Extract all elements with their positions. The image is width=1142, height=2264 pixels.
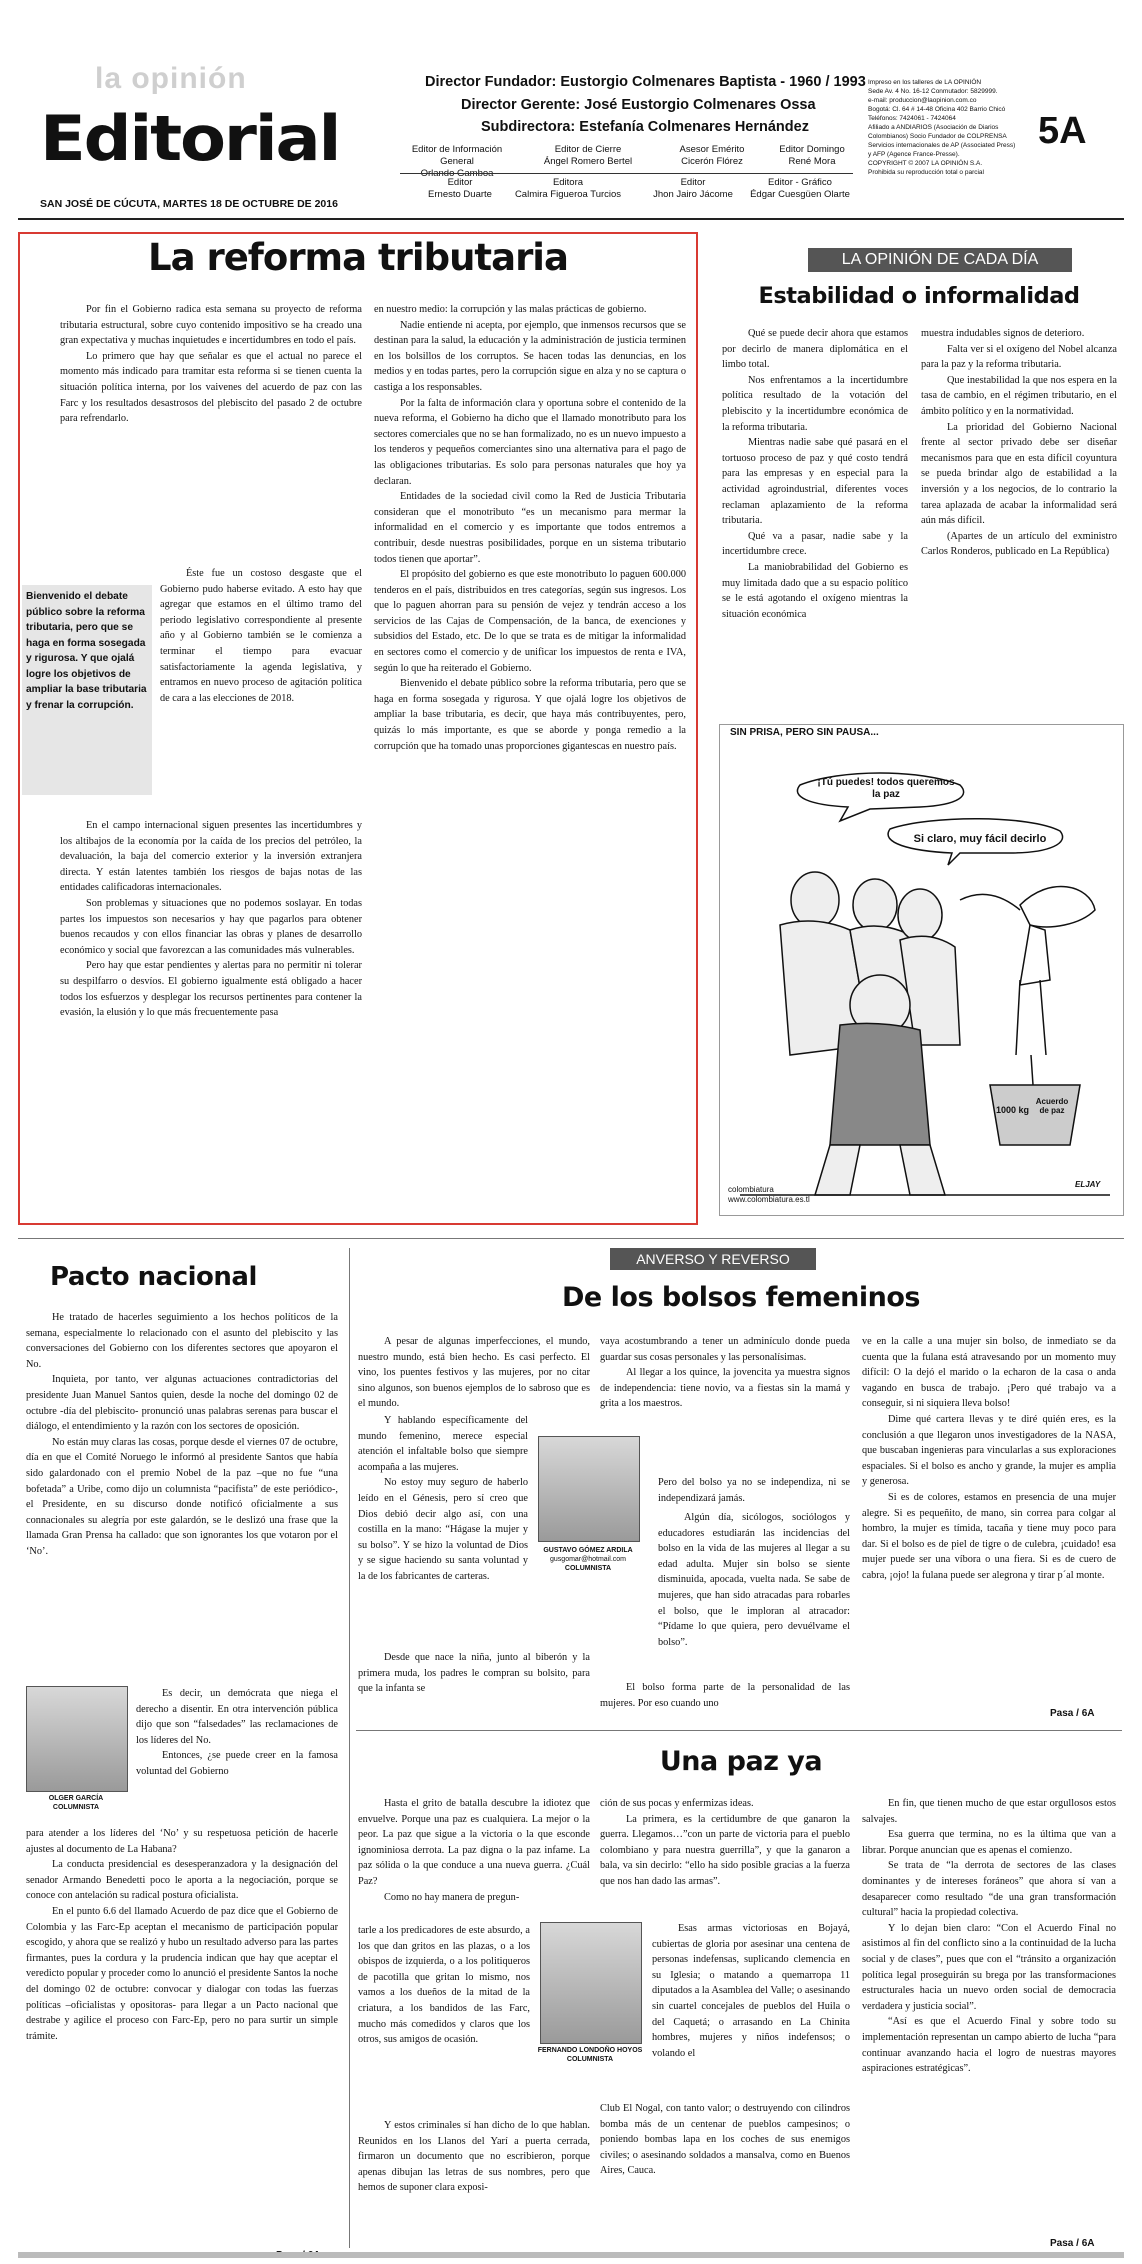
paz-col1-bottom — [358, 2118, 590, 2196]
staff-name: Cicerón Flórez — [681, 156, 743, 167]
cartoon-credit — [728, 1185, 810, 1205]
paragraph: Al llegar a los quince, la jovencita ya muestra signos de independencia: tiene novio, va a fiestas sin la mamá y grita a los maestros. — [600, 1367, 850, 1410]
paragraph: Esas armas victoriosas en Bojayá, cubiertas de gloria por asesinar una centena de personas indefensas, suplicando clemencia en su Iglesia; o matando a quemarropa 11 diputados a la Asamblea del Valle; o asesinando sin cuartel concejales de pueblos del Huila o del Caquetá; o arrasando en La Chinita hombres, mujeres y niños indefensos; o volando el — [652, 1923, 850, 2059]
paragraph: En el punto 6.6 del llamado Acuerdo de paz dice que el Gobierno de Colombia y las Farc-Ep aceptan el mecanismo de participación popular escogido, y ahora que se realizó y hubo un resultado adverso para las partes firmantes, pues la cordura y la prudencia indican que hay que aceptar el veredicto popular y proceder como lo anunció el presidente Santos la noche del domingo 02 de octubre: convocar y dialogar con todas las fuerzas políticas –oficialistas y opositoras- para llegar a un Pacto nacional que destrabe y agilice el proceso con Farc-Ep, pero no para surtir un simple trámite. — [26, 1905, 338, 2042]
staff-credit — [770, 144, 854, 168]
paragraph: La conducta presidencial es desesperanzadora y la designación del senador Armando Benedetti poco le aporta a la negociación, porque se conoce con antelación su radical postura oficialista. — [26, 1859, 338, 1902]
staff-name: Calmira Figueroa Turcios — [514, 189, 622, 200]
paz-col2-side — [652, 1921, 850, 2061]
imprint-line: y AFP (Agence France-Presse). — [868, 151, 960, 158]
staff-divider — [400, 173, 853, 174]
columnist-role: COLUMNISTA — [52, 1804, 100, 1811]
paragraph: Entonces, ¿se puede creer en la famosa voluntad del Gobierno — [136, 1750, 338, 1777]
cartoon-bubble-2: Si claro, muy fácil decirlo — [913, 833, 1047, 845]
section-rule — [18, 1238, 1124, 1239]
staff-credit — [503, 177, 633, 201]
cartoon-weight-label-2: Acuerdo de paz — [1035, 1097, 1069, 1115]
imprint-line: Servicios internacionales de AP (Associated Press) — [868, 142, 1016, 149]
paragraph: Qué va a pasar, nadie sabe y la incertidumbre crece. — [722, 530, 908, 558]
paragraph: “Así es que el Acuerdo Final y sobre todo su implementación representan un campo abierto de lucha “para continuar avanzando hacia el logro de nuestras mayores aspiraciones estratégicas”. — [862, 2016, 1116, 2075]
staff-role: Editor — [680, 177, 706, 188]
staff-role: Editor de Cierre — [554, 144, 622, 155]
imprint-line: Teléfonos: 7424061 - 7424064 — [868, 115, 956, 122]
cartoon-credit-url: www.colombiatura.es.tl — [728, 1195, 810, 1204]
paragraph: Falta ver si el oxígeno del Nobel alcanza para la paz y la reforma tributaria. — [921, 343, 1117, 371]
paragraph: Y lo dejan bien claro: “Con el Acuerdo Final no asistimos al fin del conflicto sino a la continuidad de la lucha social y de clases”, pues que con el “tránsito a organización política legal proseguirán su brega por las transformaciones estructurales hacia un nuevo orden social de democracia verdadera y justicia social”. — [862, 1922, 1116, 2012]
staff-role: Asesor Emérito — [679, 144, 745, 155]
staff-name: Ángel Romero Bertel — [543, 156, 633, 167]
page-number: 5A — [1038, 110, 1087, 152]
imprint-line: Bogotá: Cl. 64 # 14-48 Oficina 402 Barrio Chicó — [868, 106, 1006, 113]
paragraph: Es decir, un demócrata que niega el derecho a disentir. En otra intervención pública dijo que son “falsedades” las reclamaciones de los líderes del No. — [136, 1688, 338, 1746]
columnist-name: FERNANDO LONDOÑO HOYOS — [537, 2047, 643, 2054]
bolsos-continued-link[interactable]: Pasa / 6A — [1050, 1708, 1095, 1719]
paragraph: Pero del bolso ya no se independiza, ni se independizará jamás. — [658, 1477, 850, 1504]
paz-title: Una paz ya — [659, 1746, 823, 1777]
paragraph: Inquieta, por tanto, ver algunas actuaciones contradictorias del presidente Juan Manuel Santos quien, desde la noche del domingo 02 de octubre -día del plebiscito- pronunció unas palabras serenas para buscar el diálogo, el entendimiento y la razón con los sectores de oposición. — [26, 1374, 338, 1433]
cartoon-caption: SIN PRISA, PERO SIN PAUSA... — [730, 727, 879, 738]
columnist-caption-gustavo — [530, 1546, 646, 1573]
staff-credit — [643, 177, 743, 201]
paragraph: En fin, que tienen mucho de que estar orgullosos estos salvajes. — [862, 1798, 1116, 1825]
cada-dia-kicker: LA OPINIÓN DE CADA DÍA — [808, 248, 1072, 272]
paragraph: No estoy muy seguro de haberlo leído en el Génesis, pero sí creo que Dios debió decir algo así, con una costilla en la mano: “Hágase la mujer y su bolso”. Y se hizo la voluntad de Dios y se sigue haciendo su santa voluntad y la de los fabricantes de carteras. — [358, 1477, 528, 1582]
columnist-role: COLUMNISTA — [566, 2056, 614, 2063]
cartoon-weight-label-1: 1000 kg — [996, 1105, 1030, 1115]
paragraph: (Apartes de un artículo del exministro Carlos Ronderos, publicado en La República) — [921, 530, 1117, 558]
paragraph: Éste fue un costoso desgaste que el Gobierno pudo haberse evitado. A esto hay que agregar que estamos en el último tramo del periodo legislativo correspondiente al presente año y al Gobierno también se le comienza a terminar el tiempo para evacuar satisfactoriamente la agenda legislativa, y entramos en nuevo proceso de agitación política de cara a las elecciones de 2018. — [160, 568, 362, 704]
pacto-col-side — [136, 1686, 338, 1780]
staff-credit — [402, 144, 512, 180]
column-divider — [349, 1248, 350, 2248]
paragraph: en nuestro medio: la corrupción y las malas prácticas de gobierno. — [374, 304, 647, 315]
bolsos-col2-bottom — [600, 1680, 850, 1711]
paragraph: A pesar de algunas imperfecciones, el mundo, nuestro mundo, está bien hecho. Es casi perfecto. El vino, los puentes festivos y las mujeres, por no citar sino algunos, son buenos ejemplos de lo sabroso que es el mundo. — [358, 1336, 590, 1410]
paragraph: El propósito del gobierno es que este monotributo lo paguen 600.000 tenderos en el país, distribuidos en tres categorías, según sus ingresos. Los que lo paguen ahorran para su pensión de vejez y tendrán acceso a los servicios de las Cajas de Compensación, de la banca, de exenciones y subsidios del Estado, etc. De lo que se trata es de mitigar la informalidad en sectores como el comercio y de unificar los impuestos de renta e IVA, según lo que ha reiterado el Gobierno. — [374, 569, 686, 674]
paz-col3 — [862, 1796, 1116, 2077]
paragraph: Algún día, sicólogos, sociólogos y educadores estudiarán las incidencias del bolso en la vida de las mujeres al llegar a su edad adulta. Mujer sin bolso se siente disminuida, apocada, vuelta nada. Se sabe de mujeres, que han sido atracadas para robarles el bolso, que le imploran al atracador: “Pídame lo que quiera, pero devuélvame el bolso”. — [658, 1512, 850, 1648]
pacto-col-bottom — [26, 1826, 338, 2044]
masthead-manager: Director Gerente: José Eustorgio Colmenares Ossa — [461, 97, 816, 113]
masthead-subdirector: Subdirectora: Estefanía Colmenares Hernández — [481, 119, 809, 135]
cada-dia-col2 — [921, 326, 1117, 560]
columnist-caption-fernando — [532, 2046, 648, 2064]
bolsos-title: De los bolsos femeninos — [562, 1282, 920, 1313]
paragraph: Que inestabilidad la que nos espera en la tasa de cambio, en el régimen tributario, en el ámbito político y en la normatividad. — [921, 374, 1117, 417]
paragraph: vaya acostumbrando a tener un adminículo donde pueda guardar sus cosas personales y las personalísimas. — [600, 1336, 850, 1363]
paragraph: muestra indudables signos de deterioro. — [921, 328, 1085, 339]
paz-continued-link[interactable]: Pasa / 6A — [1050, 2238, 1095, 2249]
paragraph: El bolso forma parte de la personalidad de las mujeres. Por eso cuando uno — [600, 1682, 850, 1709]
paragraph: ción de sus pocas y enfermizas ideas. — [600, 1798, 754, 1809]
paragraph: Club El Nogal, con tanto valor; o destruyendo con cilindros bomba más de un centenar de pueblos campesinos; o poniendo bombas lapa en los coches de sus enemigos civiles; o asesinando soldados a mansalva, como en Buenos Aires, Cauca. — [600, 2103, 850, 2177]
staff-credit — [662, 144, 762, 168]
bolsos-col2-side — [658, 1475, 850, 1506]
pullquote — [22, 585, 152, 795]
staff-credit — [528, 144, 648, 168]
paragraph: Desde que nace la niña, junto al biberón y la primera muda, los padres le compran su bolsito, para que la infanta se — [358, 1652, 590, 1695]
imprint-line: Afiliado a ANDIARIOS (Asociación de Diarios — [868, 124, 999, 131]
paragraph: tarle a los predicadores de este absurdo, a los que dan gritos en las plazas, o a los obispos de izquierda, o a los politiqueros de pacotilla que gritan lo mismo, nos vamos a los dueños de la mitad de la criatura, a los bandidos de las Farc, mucho más comedidos y claros que los otros, sus amigos de ocasión. — [358, 1925, 530, 2046]
paragraph: Por la falta de información clara y oportuna sobre el contenido de la nueva reforma, el Gobierno ha dicho que el llamado monotributo para los sectores comerciales que no se han formalizado, no es un nuevo impuesto a los tenderos y pequeños comerciantes sino una alternativa para el pago de las obligaciones tributarias. Es solo para personas naturales que hoy ya declaran. — [374, 397, 686, 487]
paragraph: Por fin el Gobierno radica esta semana su proyecto de reforma tributaria estructural, sobre cuyo contenido impositivo se ha creado una gran expectativa y muchas inquietudes e incertidumbres en todo el país. — [60, 304, 362, 347]
staff-name: Ernesto Duarte — [428, 189, 492, 200]
pacto-col-top — [26, 1310, 338, 1560]
paz-col1-side — [358, 1923, 530, 2048]
staff-role: Editor — [447, 177, 473, 188]
paragraph: No están muy claras las cosas, porque desde el viernes 07 de octubre, día en que el Comité Noruego le informó al presidente Santos que había sido galardonado con el premio Nobel de la paz –que no fue “una bofetada” a Uribe, como dijo un columnista “pacifista” de este periódico-, el Presidente, en su discurso donde notificó oficialmente a sus connacionales su alegría por este galardón, se le deslizó una frase que la llamada Gran Prensa ha callado: que son ignorantes los que votaron por el ‘No’. — [26, 1436, 338, 1557]
bolsos-col2-side2 — [658, 1510, 850, 1650]
staff-name: Orlando Gamboa — [420, 168, 494, 179]
bottom-rule — [18, 2252, 1124, 2258]
paragraph: Esa guerra que termina, no es la última que van a librar. Porque anuncian que es apenas el comienzo. — [862, 1829, 1116, 1856]
paragraph: Y hablando específicamente del mundo femenino, merece especial atención el infaltable bolso que siempre acompaña a las mujeres. — [358, 1415, 528, 1473]
bolsos-col3 — [862, 1334, 1116, 1584]
paragraph: Dime qué cartera llevas y te diré quién eres, es la conclusión a que llegaron unos investigadores de la NASA, que buscaban ingenieras para vincularlas a sus exploraciones espaciales. Si el bolso es ancho y grande, la mujer es amplia y generosa. — [862, 1413, 1116, 1488]
masthead-dateline: SAN JOSÉ DE CÚCUTA, MARTES 18 DE OCTUBRE DE 2016 — [40, 198, 338, 210]
bolsos-col1-side — [358, 1413, 528, 1585]
pullquote-text: Bienvenido el debate público sobre la reforma tributaria, pero que se haga en forma sosegada y rigurosa. Y que ojalá logre los objetivos de ampliar la base tributaria y frenar la corrupción. — [26, 591, 147, 711]
masthead-brand: la opinión — [95, 62, 247, 95]
imprint-line: Impreso en los talleres de LA OPINIÓN — [868, 79, 982, 86]
paragraph: para atender a los líderes del ‘No’ y su respetuosa petición de hacerle ajustes al documento de La Habana? — [26, 1828, 338, 1855]
columnist-photo-gustavo — [538, 1436, 640, 1542]
main-editorial-col2 — [374, 302, 686, 754]
masthead-staff-grid — [400, 142, 853, 212]
pacto-title: Pacto nacional — [50, 1262, 257, 1292]
cartoon-signature: ELJAY — [1075, 1180, 1101, 1189]
imprint-line: Colombianos) Socio Fundador de COLPRENSA — [868, 133, 1007, 140]
imprint-line: Prohibida su reproducción total o parcial — [868, 169, 984, 176]
imprint-line: e-mail: produccion@laopinion.com.co — [868, 97, 977, 104]
staff-role: Editor de Información General — [411, 144, 503, 167]
paragraph: Y estos criminales sí han dicho de lo que hablan. Reunidos en los Llanos del Yarí a puerta cerrada, firmaron un documento que no escribieron, porque apenas dibujan las letras de sus nombres, pero que hemos de suponer clara exposi- — [358, 2120, 590, 2194]
columnist-role: COLUMNISTA — [564, 1565, 612, 1572]
paz-col2-top — [600, 1796, 850, 1890]
paragraph: La maniobrabilidad del Gobierno es muy limitada dado que a su espacio político se le está agotando el oxígeno mientras la situación económica — [722, 561, 908, 620]
bolsos-kicker: ANVERSO Y REVERSO — [610, 1248, 816, 1270]
columnist-name: OLGER GARCÍA — [48, 1795, 104, 1802]
cada-dia-col1 — [722, 326, 908, 622]
bolsos-col2-top — [600, 1334, 850, 1412]
staff-name: Jhon Jairo Jácome — [653, 189, 733, 200]
masthead-founder: Director Fundador: Eustorgio Colmenares Baptista - 1960 / 1993 — [425, 74, 866, 90]
columnist-caption-olger — [26, 1794, 126, 1812]
masthead-rule — [18, 218, 1124, 220]
paragraph: Mientras nadie sabe qué pasará en el tortuoso proceso de paz y qué costo tendrá para las empresas y en especial para la actividad agroindustrial, diferentes voces reclaman aplazamiento de la reforma tributaria. — [722, 437, 908, 527]
staff-name: Édgar Cuesgüen Olarte — [750, 189, 850, 200]
bolsos-col1-bottom — [358, 1650, 590, 1697]
bolsos-col1-top — [358, 1334, 590, 1412]
paragraph: He tratado de hacerles seguimiento a los hechos políticos de la semana, especialmente lo relacionado con el asunto del plebiscito y las conversaciones del Gobierno con los diferentes sectores que apoyaron el No. — [26, 1312, 338, 1370]
cartoon-bubble-1: ¡Tú puedes! todos queremos la paz — [817, 777, 955, 800]
cartoon-credit-name: colombiatura — [728, 1185, 774, 1194]
staff-role: Editor - Gráfico — [768, 177, 832, 188]
paragraph: La prioridad del Gobierno Nacional frente al sector privado debe ser diseñar mecanismos para que en esta difícil coyuntura se pueda brindar algo de estabilidad a la inversión y a los negocios, de lo contrario la tarea aplazada de acabar la informalidad será aún más difícil. — [921, 421, 1117, 527]
columnist-name: GUSTAVO GÓMEZ ARDILA — [543, 1547, 633, 1554]
masthead-section-title: Editorial — [40, 102, 340, 175]
paragraph: Entidades de la sociedad civil como la Red de Justicia Tributaria consideran que el monotributo “es un mecanismo para mermar la informalidad en el comercio y es importante que todos entremos a contribuir, desde nuestras posibilidades, porque en un sistema tributario todos tienen que aportar”. — [374, 491, 686, 565]
main-editorial-col1-side — [160, 566, 362, 706]
paragraph: La primera, es la certidumbre de que ganaron la guerra. Llegamos…”con un parte de victoria para el pueblo colombiano y para nuestra guerrilla”, y que la ganaron a bala, va sin decirlo: “ello ha sido posible gracias a la fuerza que nos han dado las armas”. — [600, 1813, 850, 1887]
paragraph: Si es de colores, estamos en presencia de una mujer alegre. Si es pequeñito, de mano, sin correa para colgar al hombro, la mujer es tímida, tacaña y tiene muy poco para dar. Si el bolso es de piel de tigre o de culebra, ¡cuidado! esa mujer puede ser una víbora o una fiera. Si es de cuero de cabra, ¡ojo! la fulana puede ser alegrona y tirar p´al monte. — [862, 1491, 1116, 1581]
staff-role: Editor Domingo — [779, 144, 845, 155]
paragraph: Como no hay manera de pregun- — [384, 1891, 520, 1903]
staff-credit — [420, 177, 500, 201]
section-rule — [356, 1730, 1122, 1731]
main-editorial-title: La reforma tributaria — [148, 236, 568, 279]
main-editorial-col1-top — [60, 302, 362, 427]
main-editorial-col1-bottom — [60, 818, 362, 1021]
staff-credit — [746, 177, 854, 201]
columnist-photo-fernando — [540, 1922, 642, 2044]
paragraph: Son problemas y situaciones que no podemos soslayar. En todas partes los impuestos son necesarios y hay que pagarlos para obtener buenos recaudos y con ellos financiar las obras y planes de desarrollo económico y social que favorezcan a las comunidades más vulnerables. — [60, 897, 362, 956]
cartoon — [719, 724, 1124, 1216]
paragraph: Qué se puede decir ahora que estamos por decirlo de manera diplomática en el limbo total. — [722, 328, 908, 371]
staff-role: Editora — [552, 177, 584, 188]
paragraph: Bienvenido el debate público sobre la reforma tributaria, pero que se haga en forma sosegada y rigurosa. Y que ojalá logre los objetivos de ampliar la base tributaria, es decir, que haya más contribuyentes, pero, quizás lo más importante, es que se aborde y ponga remedio a la corrupción que ha tomado unas proporciones gigantescas en nuestro país. — [374, 678, 686, 752]
paragraph: Se trata de “la derrota de sectores de las clases dominantes y de intereses foráneos” que ahora sí van a desaparecer como resultado “de una gran transformación cultural” hacia la propiedad colectiva. — [862, 1860, 1116, 1919]
masthead-imprint — [868, 78, 1028, 177]
paragraph: En el campo internacional siguen presentes las incertidumbres y los altibajos de la economía por la caída de los precios del petróleo, la devaluación, la baja del comercio exterior y la inversión extranjera directa. Y están latentes también los riesgos de bajas notas de las entidades calificadoras internacionales. — [60, 820, 362, 894]
imprint-line: COPYRIGHT © 2007 LA OPINIÓN S.A. — [868, 160, 983, 167]
columnist-email: gusgomar@hotmail.com — [550, 1556, 626, 1563]
paragraph: Hasta el grito de batalla descubre la idiotez que envuelve. Porque una paz es cualquiera. La mejor o la peor. La paz que sigue a la victoria o la que esconde ignominiosa derrota. La paz digna o la paz infame. La paz sólida o la que conduce a una nueva guerra. ¿Cuál Paz? — [358, 1798, 590, 1887]
paragraph: Nadie entiende ni acepta, por ejemplo, que inmensos recursos que se destinan para la salud, la educación y la administración de justicia terminen en los bolsillos de los corruptos. Se hacen todas las denuncias, en los medios y en todas partes, pero la corrupción sigue en alza y no se captura o castiga a los responsables. — [374, 319, 686, 393]
paragraph: Pero hay que estar pendientes y alertas para no permitir ni tolerar su despilfarro o desvíos. El gobierno igualmente está obligado a hacer todos los esfuerzos y desplegar los recursos pertinentes para contener la evasión, la elusión y lo que más frecuentemente pasa — [60, 960, 362, 1019]
columnist-photo-olger — [26, 1686, 128, 1792]
paragraph: ve en la calle a una mujer sin bolso, de inmediato se da cuenta que la fulana está atravesando por un momento muy difícil: O la dejó el marido o la echaron de la casa o anda vagando en busca de trabajo. ¡Pero qué trabajo va a conseguir, si ni siquiera lleva bolso! — [862, 1336, 1116, 1410]
imprint-line: Sede Av. 4 No. 16-12 Conmutador: 5829999. — [868, 88, 998, 95]
paz-col1-top — [358, 1796, 590, 1905]
cada-dia-title: Estabilidad o informalidad — [758, 283, 1080, 309]
paragraph: Nos enfrentamos a la incertidumbre política resultado de la votación del plebiscito y la incertidumbre económica de la reforma tributaria. — [722, 374, 908, 433]
staff-name: René Mora — [788, 156, 836, 167]
pacto-continued-link[interactable]: Pasa / 6A — [276, 2250, 321, 2261]
paz-col2-bottom — [600, 2101, 850, 2179]
paragraph: Lo primero que hay que señalar es que el actual no parece el momento más indicado para tramitar esta reforma si se tienen cuenta la situación política interna, por los vaivenes del acuerdo de paz con las Farc y los resultados desastrosos del plebiscito del pasado 2 de octubre para refrendarlo. — [60, 350, 362, 425]
